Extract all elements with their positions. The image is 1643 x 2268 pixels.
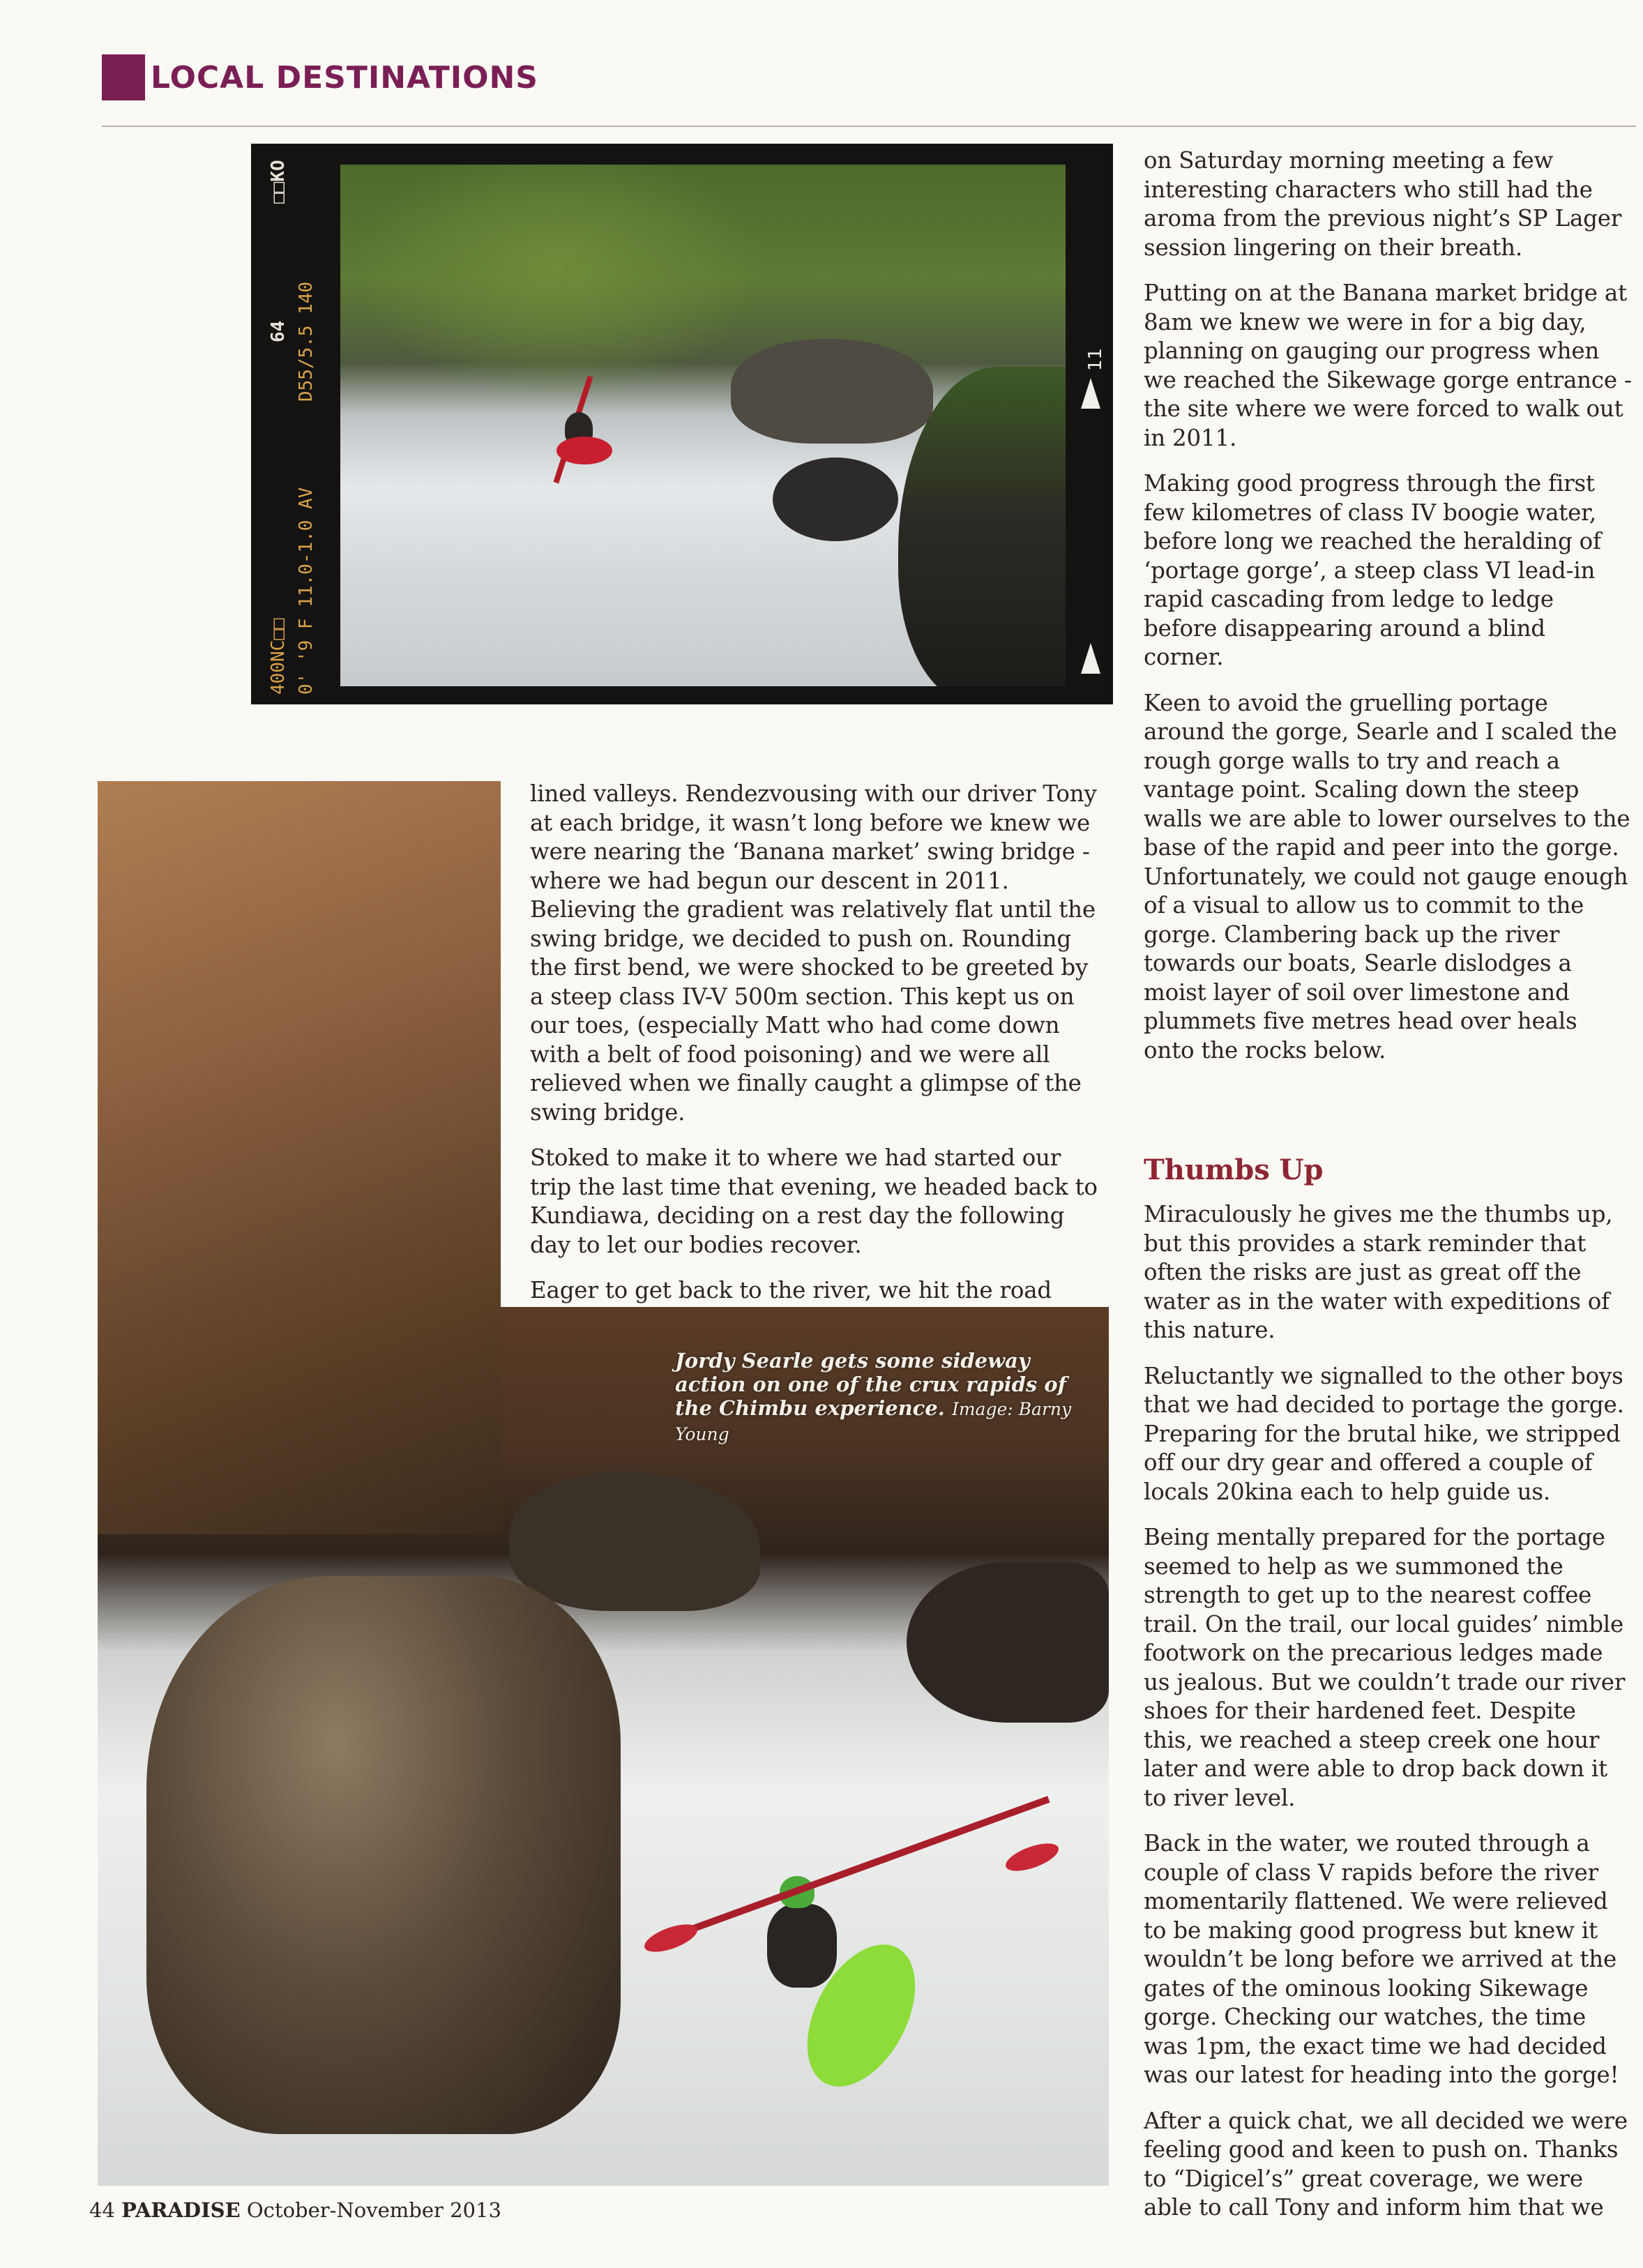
photo-caption (675, 1349, 1093, 1446)
film-arrow-top-icon (1081, 378, 1100, 409)
section-header (102, 54, 538, 100)
header-rule (102, 126, 1636, 127)
film-code-left-2: 0' '9 F 11.0-1.0 AV (296, 487, 317, 695)
film-code-top: □□KO (268, 160, 289, 204)
middle-column (530, 780, 1106, 1322)
film-code-mid-2: D55/5.5 140 (296, 281, 317, 402)
paragraph: lined valleys. Rendezvousing with our driver Tony at each bridge, it wasn’t long before we knew we were nearing the ‘Banana market’ swing bridge - where we had begun our descent in 2011. Believing the gradient was relatively flat until the swing bridge, we decided to push on. Rounding the first bend, we were shocked to be greeted by a steep class IV-V 500m section. This kept us on our toes, (especially Matt who had come down with a belt of food poisoning) and we were all relieved when we finally caught a glimpse of the swing bridge. (530, 780, 1097, 1126)
film-code-mid-1: 64 (268, 320, 289, 342)
film-code-left-1: 400NC□□ (268, 618, 289, 695)
caption-text: Jordy Searle gets some sideway action on one of the crux rapids of the Chimbu experience. (675, 1349, 1067, 1420)
paragraph: Being mentally prepared for the portage seemed to help as we summoned the strength to get up to the nearest coffee trail. On the trail, our local guides’ nimble footwork on the precarious ledges made us jealous. But we couldn’t trade our river shoes for their hardened feet. Despite this, we reached a steep creek one hour later and were able to drop back down it to river level. (1144, 1524, 1626, 1811)
paragraph: Keen to avoid the gruelling portage around the gorge, Searle and I scaled the rough gorge walls to try and reach a vantage point. Scaling down the steep walls we are able to lower ourselves to the base of the rapid and peer into the gorge. Unfortunately, we could not gauge enough of a visual to allow us to commit to the gorge. Clambering back up the river towards our boats, Searle dislodges a moist layer of soil over limestone and plummets five metres head over heals onto the rocks below. (1144, 689, 1630, 1064)
paragraph: on Saturday morning meeting a few interesting characters who still had the aroma from the previous night’s SP Lager session lingering on their breath. (1144, 147, 1622, 261)
right-column-top (1144, 146, 1632, 1082)
paragraph: Back in the water, we routed through a couple of class V rapids before the river momentarily flattened. We were relieved to be making good progress but knew it wouldn’t be long before we arrived at the gates of the ominous looking Sikewage gorge. Checking our watches, the time was 1pm, the exact time we had decided was our latest for heading into the gorge! (1144, 1830, 1619, 2088)
caption-credit: Image: Barny Young (675, 1399, 1072, 1444)
section-marker (102, 54, 145, 100)
magazine-name: PARADISE (121, 2198, 241, 2222)
paragraph: Eager to get back to the river, we hit the road (530, 1277, 1052, 1303)
film-frame-photo (251, 144, 1113, 704)
paragraph: Reluctantly we signalled to the other boys that we had decided to portage the gorge. Preparing for the brutal hike, we stripped off our dry gear and offered a couple of locals 20kina each to help guide us. (1144, 1362, 1624, 1505)
paragraph: Miraculously he gives me the thumbs up, but this provides a stark reminder that often the risks are just as great off the water as in the water with expeditions of this nature. (1144, 1201, 1613, 1343)
subheading: Thumbs Up (1144, 1154, 1324, 1186)
river-kayak-photo (340, 165, 1066, 686)
film-frame-number: 11 (1085, 347, 1106, 371)
film-arrow-bottom-icon (1081, 643, 1100, 674)
page-number: 44 (89, 2198, 115, 2222)
page-footer (89, 2198, 501, 2222)
section-title: LOCAL DESTINATIONS (151, 59, 538, 96)
right-column-bottom (1144, 1154, 1632, 2239)
issue-date: October-November 2013 (246, 2198, 501, 2222)
paragraph: After a quick chat, we all decided we were feeling good and keen to push on. Thanks to “Digicel’s” great coverage, we were able to call Tony and inform him that we (1144, 2107, 1628, 2221)
paragraph: Putting on at the Banana market bridge at 8am we knew we were in for a big day, planning on gauging our progress when we reached the Sikewage gorge entrance - the site where we were forced to walk out in 2011. (1144, 280, 1632, 451)
paragraph: Stoked to make it to where we had started our trip the last time that evening, we headed back to Kundiawa, deciding on a rest day the following day to let our bodies recover. (530, 1144, 1098, 1258)
paragraph: Making good progress through the first few kilometres of class IV boogie water, before long we reached the heralding of ‘portage gorge’, a steep class VI lead-in rapid cascading from ledge to ledge before disappearing around a blind corner. (1144, 470, 1601, 670)
